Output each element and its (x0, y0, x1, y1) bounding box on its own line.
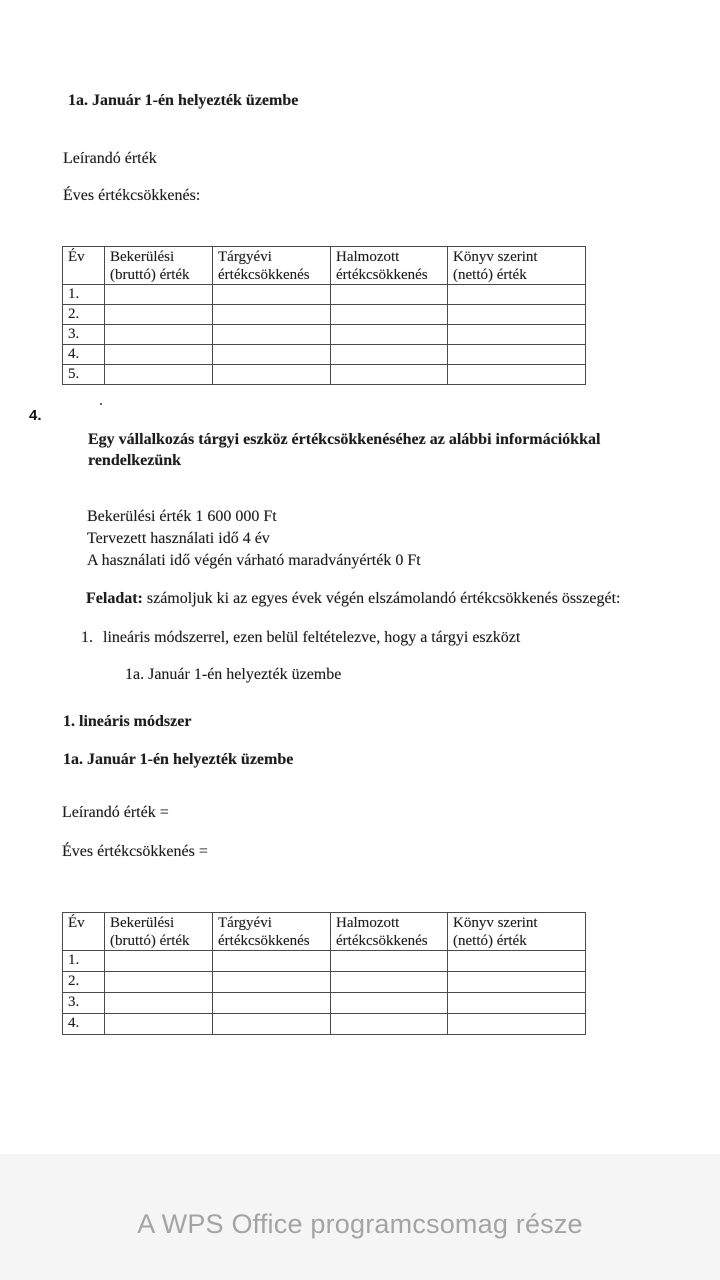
feladat-line (86, 588, 620, 609)
empty-cell (331, 972, 448, 993)
empty-cell (213, 993, 331, 1014)
margin-number: 4. (29, 407, 42, 424)
info-line-hasznalati: Tervezett használati idő 4 év (87, 530, 270, 547)
list-marker: 1. (81, 629, 93, 646)
empty-cell (331, 951, 448, 972)
row-label: 1. (63, 285, 105, 305)
table-row (63, 305, 586, 325)
table-header-row (63, 913, 586, 951)
empty-cell (105, 325, 213, 345)
row-label: 1. (63, 951, 105, 972)
empty-cell (331, 285, 448, 305)
empty-cell (448, 305, 586, 325)
table-row (63, 951, 586, 972)
table-row (63, 1014, 586, 1035)
wps-footer-band (0, 1154, 720, 1280)
heading-1a-bottom: 1a. Január 1-én helyezték üzembe (63, 751, 294, 768)
line-eves-eq: Éves értékcsökkenés = (62, 843, 208, 860)
col-header-konyv: Könyv szerint (nettó) érték (448, 913, 586, 951)
feladat-text: számoljuk ki az egyes évek végén elszámolandó értékcsökkenés összegét: (142, 590, 621, 607)
col-header-targyevi: Tárgyévi értékcsökkenés (213, 247, 331, 285)
list-item-1 (81, 627, 520, 648)
empty-cell (105, 972, 213, 993)
list-text: lineáris módszerrel, ezen belül feltételezve, hogy a tárgyi eszközt (103, 629, 521, 646)
table-row (63, 972, 586, 993)
empty-cell (448, 345, 586, 365)
empty-cell (213, 365, 331, 385)
col-header-ev: Év (63, 247, 105, 285)
empty-cell (105, 993, 213, 1014)
empty-cell (213, 1014, 331, 1035)
table-row (63, 325, 586, 345)
row-label: 5. (63, 365, 105, 385)
empty-cell (105, 285, 213, 305)
col-header-halmozott: Halmozott értékcsökkenés (331, 247, 448, 285)
sub-item-1a: 1a. Január 1-én helyezték üzembe (125, 666, 342, 683)
col-header-targyevi: Tárgyévi értékcsökkenés (213, 913, 331, 951)
empty-cell (448, 972, 586, 993)
info-lines (87, 506, 421, 572)
line-leirando-eq: Leírandó érték = (62, 804, 169, 821)
row-label: 2. (63, 305, 105, 325)
empty-cell (213, 325, 331, 345)
empty-cell (331, 993, 448, 1014)
table-row (63, 365, 586, 385)
col-header-ev: Év (63, 913, 105, 951)
row-label: 3. (63, 993, 105, 1014)
empty-cell (448, 285, 586, 305)
line-eves-ertekcsokkenes: Éves értékcsökkenés: (63, 187, 201, 204)
empty-cell (331, 1014, 448, 1035)
empty-cell (105, 345, 213, 365)
empty-cell (448, 1014, 586, 1035)
empty-cell (213, 285, 331, 305)
col-header-halmozott: Halmozott értékcsökkenés (331, 913, 448, 951)
col-header-bekerulesi: Bekerülési (bruttó) érték (105, 913, 213, 951)
depreciation-table-2 (62, 912, 586, 1035)
col-header-bekerulesi: Bekerülési (bruttó) érték (105, 247, 213, 285)
empty-cell (331, 345, 448, 365)
row-label: 4. (63, 1014, 105, 1035)
row-label: 4. (63, 345, 105, 365)
empty-cell (213, 305, 331, 325)
empty-cell (448, 325, 586, 345)
table-row (63, 285, 586, 305)
table-row (63, 345, 586, 365)
empty-cell (448, 951, 586, 972)
table-header-row (63, 247, 586, 285)
empty-cell (213, 345, 331, 365)
empty-cell (448, 993, 586, 1014)
empty-cell (331, 325, 448, 345)
empty-cell (105, 305, 213, 325)
empty-cell (331, 365, 448, 385)
heading-linearis-modszer: 1. lineáris módszer (63, 713, 192, 730)
info-line-bekerulesi: Bekerülési érték 1 600 000 Ft (87, 508, 277, 525)
stray-period: . (99, 392, 103, 409)
empty-cell (105, 951, 213, 972)
empty-cell (331, 305, 448, 325)
empty-cell (105, 365, 213, 385)
wps-footer-text: A WPS Office programcsomag része (137, 1208, 583, 1239)
problem-heading: Egy vállalkozás tárgyi eszköz értékcsökkenéséhez az alábbi információkkal rendelkezünk (88, 431, 601, 469)
heading-1a-top: 1a. Január 1-én helyezték üzembe (68, 92, 299, 109)
info-line-maradvany: A használati idő végén várható maradványérték 0 Ft (87, 552, 421, 569)
line-leirando-ertek: Leírandó érték (63, 150, 157, 167)
row-label: 2. (63, 972, 105, 993)
empty-cell (213, 951, 331, 972)
empty-cell (105, 1014, 213, 1035)
feladat-label: Feladat: (86, 590, 143, 607)
row-label: 3. (63, 325, 105, 345)
col-header-konyv: Könyv szerint (nettó) érték (448, 247, 586, 285)
depreciation-table-1 (62, 246, 586, 385)
empty-cell (448, 365, 586, 385)
table-row (63, 993, 586, 1014)
empty-cell (213, 972, 331, 993)
